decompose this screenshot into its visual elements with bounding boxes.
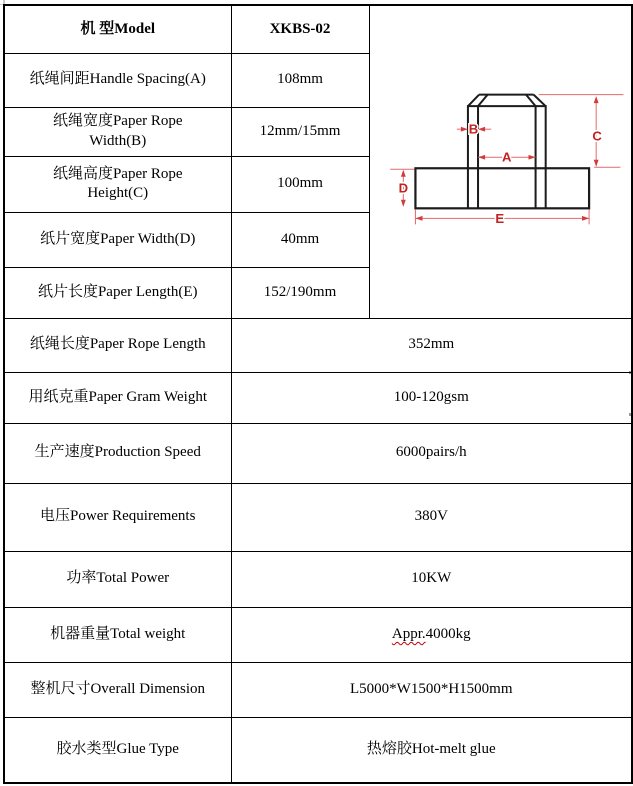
table-row	[4, 5, 632, 53]
table-row	[4, 318, 632, 372]
spec-label-text: 纸绳宽度Paper Rope Width(B)	[52, 113, 183, 149]
handle-dimension-diagram	[370, 6, 632, 318]
spec-value-overall-dimension: L5000*W1500*H1500mm	[231, 662, 632, 717]
dim-c-arrow-top	[593, 96, 598, 103]
paper-patch	[415, 168, 589, 208]
handle-top-left-corner	[467, 95, 478, 107]
table-row	[4, 551, 632, 607]
dim-a-arrow-right	[528, 155, 535, 160]
spec-value-production-speed: 6000pairs/h	[231, 423, 632, 483]
spec-label-gram-weight: 用纸克重Paper Gram Weight	[4, 372, 231, 423]
spec-value-paper-length: 152/190mm	[231, 267, 369, 318]
spec-label-glue-type: 胶水类型Glue Type	[4, 717, 231, 783]
handle-diagram-cell	[369, 5, 632, 318]
spec-table	[3, 4, 633, 784]
weight-value-text: 4000kg	[425, 625, 471, 642]
dim-e-arrow-right	[582, 216, 589, 221]
table-row	[4, 423, 632, 483]
dim-b-arrow-right	[478, 127, 485, 132]
dim-d-arrow-top	[400, 170, 405, 177]
spec-value-gram-weight: 100-120gsm	[231, 372, 632, 423]
spec-label-rope-height	[4, 156, 231, 212]
spec-label-rope-width	[4, 107, 231, 156]
dim-label-e: E	[494, 210, 504, 226]
table-row	[4, 607, 632, 662]
spec-label-overall-dimension: 整机尺寸Overall Dimension	[4, 662, 231, 717]
spec-label-rope-length: 纸绳长度Paper Rope Length	[4, 318, 231, 372]
table-row	[4, 662, 632, 717]
dim-b-arrow-left	[460, 127, 467, 132]
spec-value-total-weight	[231, 607, 632, 662]
spec-value-rope-length: 352mm	[231, 318, 632, 372]
dim-d-arrow-bottom	[400, 200, 405, 207]
spec-value-paper-width: 40mm	[231, 212, 369, 267]
spec-value-total-power: 10KW	[231, 551, 632, 607]
spec-value-power-requirements: 380V	[231, 483, 632, 551]
spec-value-handle-spacing: 108mm	[231, 53, 369, 107]
dim-e-arrow-left	[415, 216, 422, 221]
spec-label-text: 纸绳高度Paper Rope Height(C)	[52, 165, 183, 201]
dim-c-arrow-bottom	[593, 160, 598, 167]
table-row	[4, 717, 632, 783]
spec-label-paper-width: 纸片宽度Paper Width(D)	[4, 212, 231, 267]
dim-a-arrow-left	[478, 155, 485, 160]
handle-top-left-inner-corner	[478, 95, 488, 107]
spec-label-total-power: 功率Total Power	[4, 551, 231, 607]
model-value: XKBS-02	[231, 5, 369, 53]
table-row	[4, 483, 632, 551]
spec-label-total-weight: 机器重量Total weight	[4, 607, 231, 662]
spec-value-rope-width: 12mm/15mm	[231, 107, 369, 156]
dim-label-a: A	[501, 149, 512, 165]
model-label: 机 型Model	[4, 5, 231, 53]
dim-label-c: C	[591, 128, 602, 144]
spec-label-paper-length: 纸片长度Paper Length(E)	[4, 267, 231, 318]
table-row	[4, 372, 632, 423]
spec-value-glue-type: 热熔胶Hot-melt glue	[231, 717, 632, 783]
spec-label-production-speed: 生产速度Production Speed	[4, 423, 231, 483]
spec-label-handle-spacing: 纸绳间距Handle Spacing(A)	[4, 53, 231, 107]
dim-label-d: D	[398, 180, 408, 196]
spec-label-power-requirements: 电压Power Requirements	[4, 483, 231, 551]
spec-value-rope-height: 100mm	[231, 156, 369, 212]
dim-label-b: B	[468, 121, 478, 137]
spellcheck-underlined-text: Appr.	[391, 625, 426, 642]
